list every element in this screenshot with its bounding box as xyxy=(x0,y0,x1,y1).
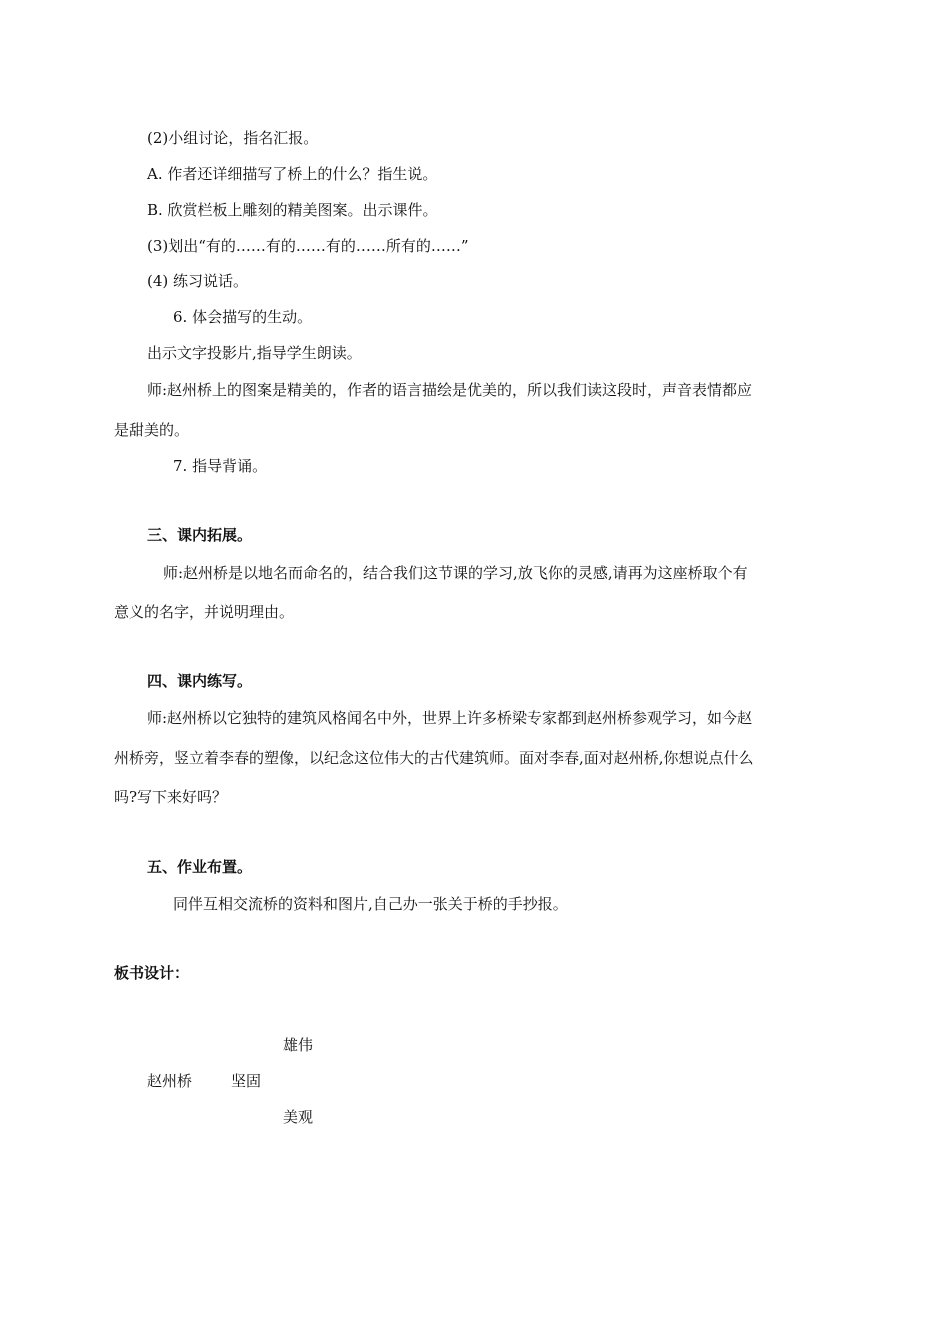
board-heading: 板书设计： xyxy=(114,964,190,982)
text-line: 是甜美的。 xyxy=(114,421,190,439)
text-line: 出示文字投影片,指导学生朗读。 xyxy=(147,344,362,362)
section-heading: 五、作业布置。 xyxy=(147,858,253,876)
text-line: 吗?写下来好吗？ xyxy=(114,788,228,806)
text-line: 意义的名字，并说明理由。 xyxy=(114,603,295,621)
section-heading: 三、课内拓展。 xyxy=(147,526,253,544)
text-line: (4) 练习说话。 xyxy=(147,272,249,290)
text-line: (2)小组讨论，指名汇报。 xyxy=(147,129,319,147)
text-line: 师:赵州桥上的图案是精美的，作者的语言描绘是优美的，所以我们读这段时，声音表情都应 xyxy=(147,381,753,399)
text-line: 师:赵州桥是以地名而命名的，结合我们这节课的学习,放飞你的灵感,请再为这座桥取个有 xyxy=(163,564,748,582)
text-line: 同伴互相交流桥的资料和图片,自己办一张关于桥的手抄报。 xyxy=(173,895,568,913)
text-line: 师:赵州桥以它独特的建筑风格闻名中外，世界上许多桥梁专家都到赵州桥参观学习，如今赵 xyxy=(147,709,753,727)
text-line: A. 作者还详细描写了桥上的什么？指生说。 xyxy=(147,165,438,183)
text-line: 6. 体会描写的生动。 xyxy=(173,308,313,326)
text-line: B. 欣赏栏板上雕刻的精美图案。出示课件。 xyxy=(147,201,438,219)
text-line: 州桥旁，竖立着李春的塑像，以纪念这位伟大的古代建筑师。面对李春,面对赵州桥,你想说点什么 xyxy=(114,749,754,767)
board-item-bottom: 美观 xyxy=(283,1108,314,1126)
section-heading: 四、课内练写。 xyxy=(147,672,253,690)
text-line: 7. 指导背诵。 xyxy=(173,457,268,475)
board-item-main: 赵州桥 xyxy=(147,1072,193,1090)
board-item-mid: 坚固 xyxy=(231,1072,262,1090)
text-line: (3)划出“有的……有的……有的……所有的……” xyxy=(147,237,469,255)
board-item-top: 雄伟 xyxy=(283,1036,314,1054)
